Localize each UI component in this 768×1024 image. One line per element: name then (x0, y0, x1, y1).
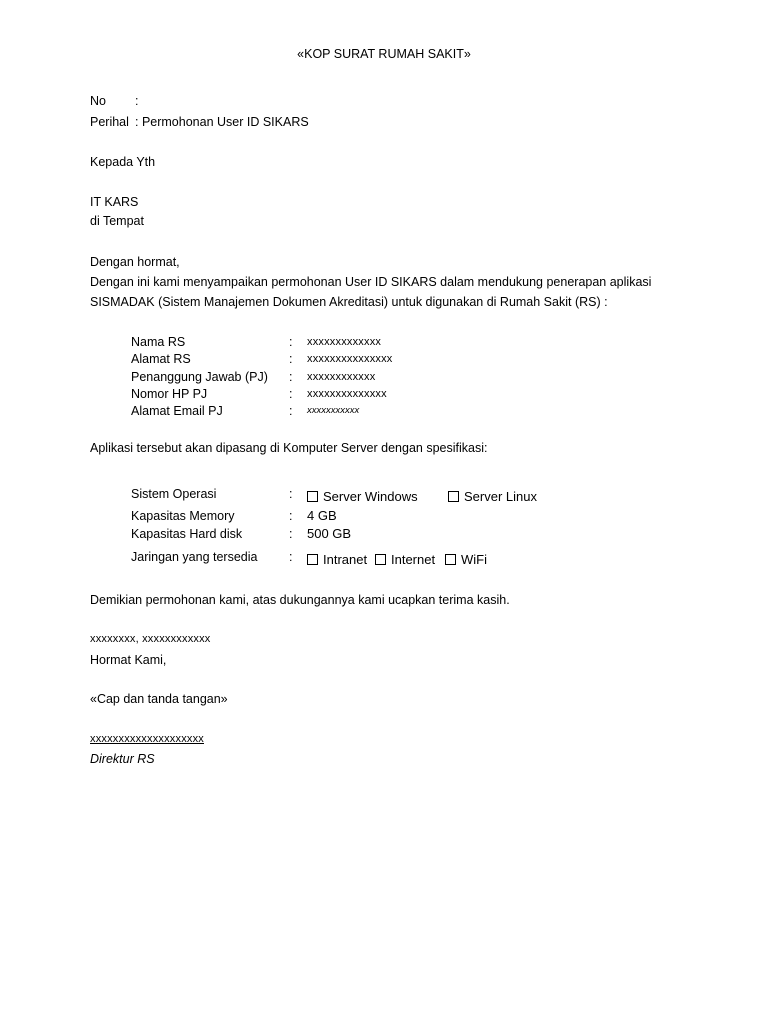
os-colon: : (289, 487, 293, 501)
memory-label: Kapasitas Memory (131, 509, 235, 523)
os-option-linux[interactable] (448, 489, 537, 505)
disk-colon: : (289, 527, 293, 541)
no-colon: : (135, 94, 139, 108)
pj-email-colon: : (289, 404, 293, 418)
perihal-label: Perihal (90, 115, 129, 129)
network-option-wifi-label: WiFi (461, 552, 487, 567)
hospital-name-label: Nama RS (131, 335, 186, 349)
intro-line-1: Dengan ini kami menyampaikan permohonan User ID SIKARS dalam mendukung penerapan aplikasi (90, 275, 652, 289)
place-date: xxxxxxxx, xxxxxxxxxxxx (90, 633, 211, 645)
salutation: Dengan hormat, (90, 255, 180, 269)
memory-value: 4 GB (307, 508, 337, 523)
pj-phone-colon: : (289, 387, 293, 401)
signer-title: Direktur RS (90, 752, 155, 766)
no-label: No (90, 94, 106, 108)
pj-label: Penanggung Jawab (PJ) (131, 370, 268, 384)
checkbox-icon (375, 554, 386, 565)
signer-name: xxxxxxxxxxxxxxxxxxxx (90, 733, 204, 745)
checkbox-icon (445, 554, 456, 565)
pj-email-value: xxxxxxxxxxx (307, 405, 360, 416)
perihal-text: : Permohonan User ID SIKARS (135, 115, 309, 129)
pj-phone-label: Nomor HP PJ (131, 387, 208, 401)
hospital-address-label: Alamat RS (131, 352, 191, 366)
os-option-windows-label: Server Windows (323, 489, 418, 504)
disk-value: 500 GB (307, 526, 352, 541)
recipient-place: di Tempat (90, 214, 144, 228)
letterhead: «KOP SURAT RUMAH SAKIT» (297, 47, 471, 61)
regards: Hormat Kami, (90, 653, 167, 667)
recipient-greeting: Kepada Yth (90, 155, 156, 169)
network-option-internet[interactable] (375, 552, 435, 568)
checkbox-icon (448, 491, 459, 502)
network-option-internet-label: Internet (391, 552, 436, 567)
hospital-address-colon: : (289, 352, 293, 366)
recipient-name: IT KARS (90, 195, 139, 209)
disk-label: Kapasitas Hard disk (131, 527, 243, 541)
network-option-intranet[interactable] (307, 552, 367, 568)
intro-line-2: SISMADAK (Sistem Manajemen Dokumen Akreditasi) untuk digunakan di Rumah Sakit (RS) : (90, 295, 608, 309)
memory-colon: : (289, 509, 293, 523)
network-label: Jaringan yang tersedia (131, 550, 258, 564)
hospital-name-value: xxxxxxxxxxxxx (307, 336, 382, 348)
pj-email-label: Alamat Email PJ (131, 404, 223, 418)
stamp-placeholder: «Cap dan tanda tangan» (90, 692, 228, 706)
os-option-windows[interactable] (307, 489, 418, 505)
network-option-wifi[interactable] (445, 552, 487, 568)
closing-text: Demikian permohonan kami, atas dukungannya kami ucapkan terima kasih. (90, 593, 510, 607)
checkbox-icon (307, 491, 318, 502)
checkbox-icon (307, 554, 318, 565)
network-option-intranet-label: Intranet (323, 552, 368, 567)
pj-colon: : (289, 370, 293, 384)
os-option-linux-label: Server Linux (464, 489, 537, 504)
network-colon: : (289, 550, 293, 564)
spec-intro: Aplikasi tersebut akan dipasang di Komputer Server dengan spesifikasi: (90, 441, 488, 455)
pj-phone-value: xxxxxxxxxxxxxx (307, 388, 387, 400)
hospital-address-value: xxxxxxxxxxxxxxx (307, 353, 393, 365)
os-label: Sistem Operasi (131, 487, 217, 501)
hospital-name-colon: : (289, 335, 293, 349)
pj-value: xxxxxxxxxxxx (307, 371, 376, 383)
